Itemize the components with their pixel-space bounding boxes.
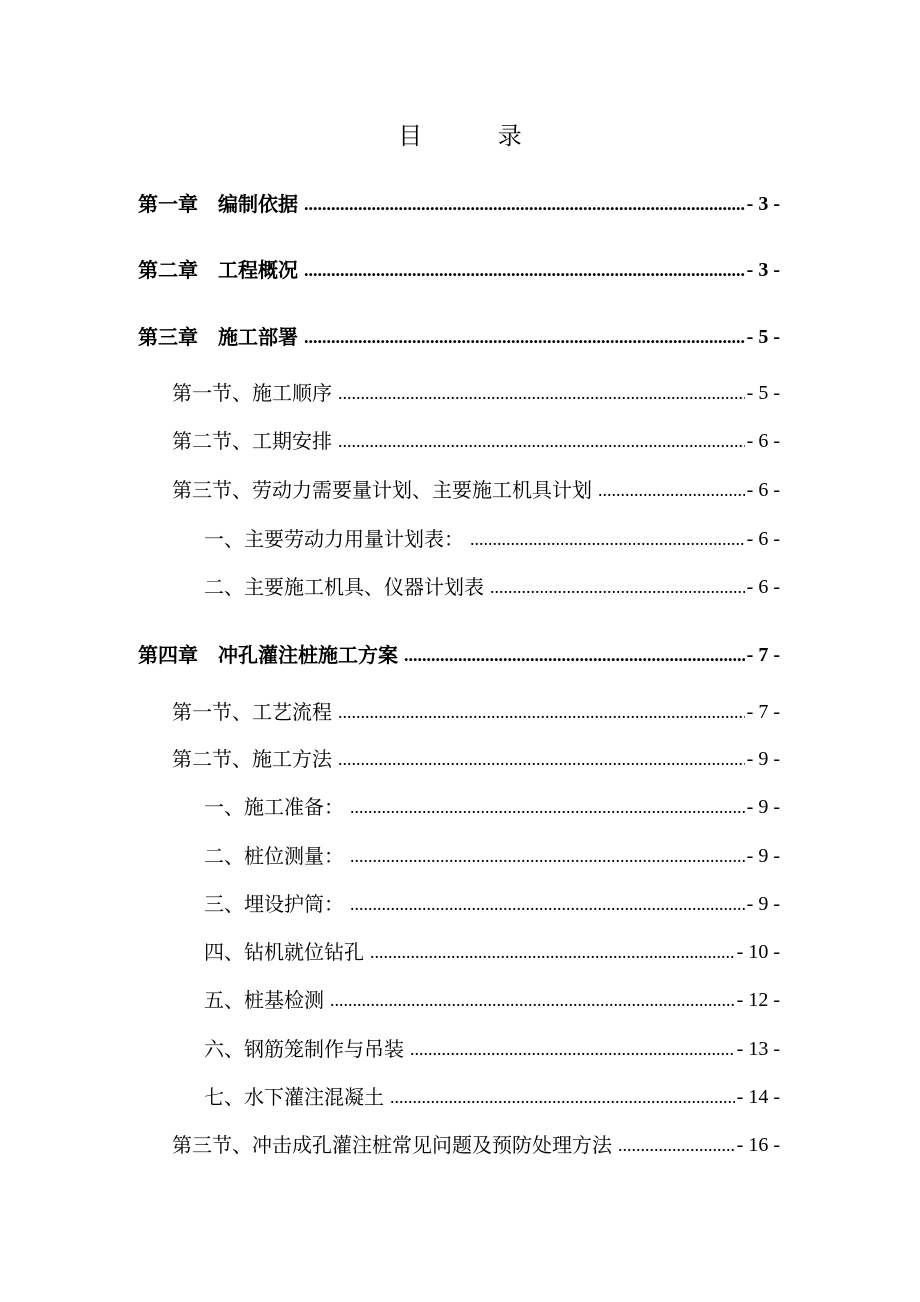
toc-entry-label: 二、主要施工机具、仪器计划表 — [204, 575, 484, 599]
toc-entry[interactable] — [172, 744, 780, 774]
toc-entry[interactable] — [204, 937, 780, 967]
toc-dot-leader — [338, 697, 745, 727]
toc-entry[interactable] — [138, 322, 780, 352]
toc-page-number: - 6 - — [746, 528, 780, 550]
toc-dot-leader — [304, 255, 745, 285]
toc-entry[interactable] — [138, 189, 780, 219]
toc-page-number: - 6 - — [746, 576, 780, 598]
toc-page-number: - 6 - — [746, 430, 780, 452]
toc-page-number: - 14 - — [736, 1086, 780, 1108]
toc-entry[interactable] — [172, 378, 780, 408]
toc-entry-label: 三、埋设护筒： — [204, 892, 344, 916]
toc-entry-label: 第三节、冲击成孔灌注桩常见问题及预防处理方法 — [172, 1133, 612, 1157]
toc-entry-label: 第二章 工程概况 — [138, 258, 298, 282]
toc-dot-leader — [330, 985, 735, 1015]
toc-dot-leader — [304, 189, 745, 219]
toc-dot-leader — [338, 426, 745, 456]
toc-entry-label: 五、桩基检测 — [204, 988, 324, 1012]
toc-page-number: - 9 - — [746, 796, 780, 818]
toc-entry[interactable] — [204, 841, 780, 871]
toc-entry-label: 六、钢筋笼制作与吊装 — [204, 1037, 404, 1061]
toc-dot-leader — [410, 1034, 735, 1064]
toc-entry-label: 第三章 施工部署 — [138, 325, 298, 349]
toc-entry[interactable] — [204, 524, 780, 554]
toc-entry[interactable] — [138, 640, 780, 670]
toc-entry-label: 一、主要劳动力用量计划表： — [204, 527, 464, 551]
toc-entry[interactable] — [172, 697, 780, 727]
toc-dot-leader — [350, 889, 745, 919]
toc-dot-leader — [598, 475, 745, 505]
toc-entry[interactable] — [172, 426, 780, 456]
toc-entry-label: 第一章 编制依据 — [138, 192, 298, 216]
toc-page-number: - 12 - — [736, 989, 780, 1011]
toc-entry-label: 四、钻机就位钻孔 — [204, 940, 364, 964]
toc-dot-leader — [338, 744, 745, 774]
toc-dot-leader — [390, 1082, 735, 1112]
toc-dot-leader — [470, 524, 745, 554]
toc-dot-leader — [304, 322, 745, 352]
toc-entry-label: 第四章 冲孔灌注桩施工方案 — [138, 643, 398, 667]
toc-dot-leader — [618, 1130, 735, 1160]
toc-page-number: - 3 - — [746, 193, 780, 215]
toc-dot-leader — [338, 378, 745, 408]
toc-page-number: - 10 - — [736, 941, 780, 963]
toc-entry-label: 第二节、工期安排 — [172, 429, 332, 453]
toc-dot-leader — [350, 841, 745, 871]
toc-dot-leader — [490, 572, 745, 602]
toc-entry[interactable] — [204, 1082, 780, 1112]
toc-entry[interactable] — [204, 889, 780, 919]
toc-entry[interactable] — [172, 1130, 780, 1160]
toc-title: 目 录 — [398, 122, 556, 150]
toc-page-number: - 7 - — [746, 644, 780, 666]
toc-entry[interactable] — [172, 475, 780, 505]
toc-entry[interactable] — [204, 1034, 780, 1064]
toc-entry-label: 二、桩位测量： — [204, 844, 344, 868]
toc-dot-leader — [404, 640, 745, 670]
toc-page-number: - 9 - — [746, 748, 780, 770]
toc-page-number: - 16 - — [736, 1134, 780, 1156]
toc-page-number: - 13 - — [736, 1038, 780, 1060]
toc-entry-label: 第一节、施工顺序 — [172, 381, 332, 405]
toc-page-number: - 6 - — [746, 479, 780, 501]
toc-entry-label: 七、水下灌注混凝土 — [204, 1085, 384, 1109]
toc-entry[interactable] — [204, 792, 780, 822]
toc-dot-leader — [370, 937, 735, 967]
toc-entry-label: 第二节、施工方法 — [172, 747, 332, 771]
toc-page-number: - 3 - — [746, 259, 780, 281]
toc-page-number: - 5 - — [746, 382, 780, 404]
toc-entry[interactable] — [204, 572, 780, 602]
toc-entry[interactable] — [204, 985, 780, 1015]
toc-entry-label: 第三节、劳动力需要量计划、主要施工机具计划 — [172, 478, 592, 502]
toc-entry-label: 第一节、工艺流程 — [172, 700, 332, 724]
toc-page-number: - 7 - — [746, 701, 780, 723]
toc-entry[interactable] — [138, 255, 780, 285]
toc-entry-label: 一、施工准备： — [204, 795, 344, 819]
toc-dot-leader — [350, 792, 745, 822]
toc-page-number: - 5 - — [746, 326, 780, 348]
toc-page-number: - 9 - — [746, 845, 780, 867]
toc-page-number: - 9 - — [746, 893, 780, 915]
